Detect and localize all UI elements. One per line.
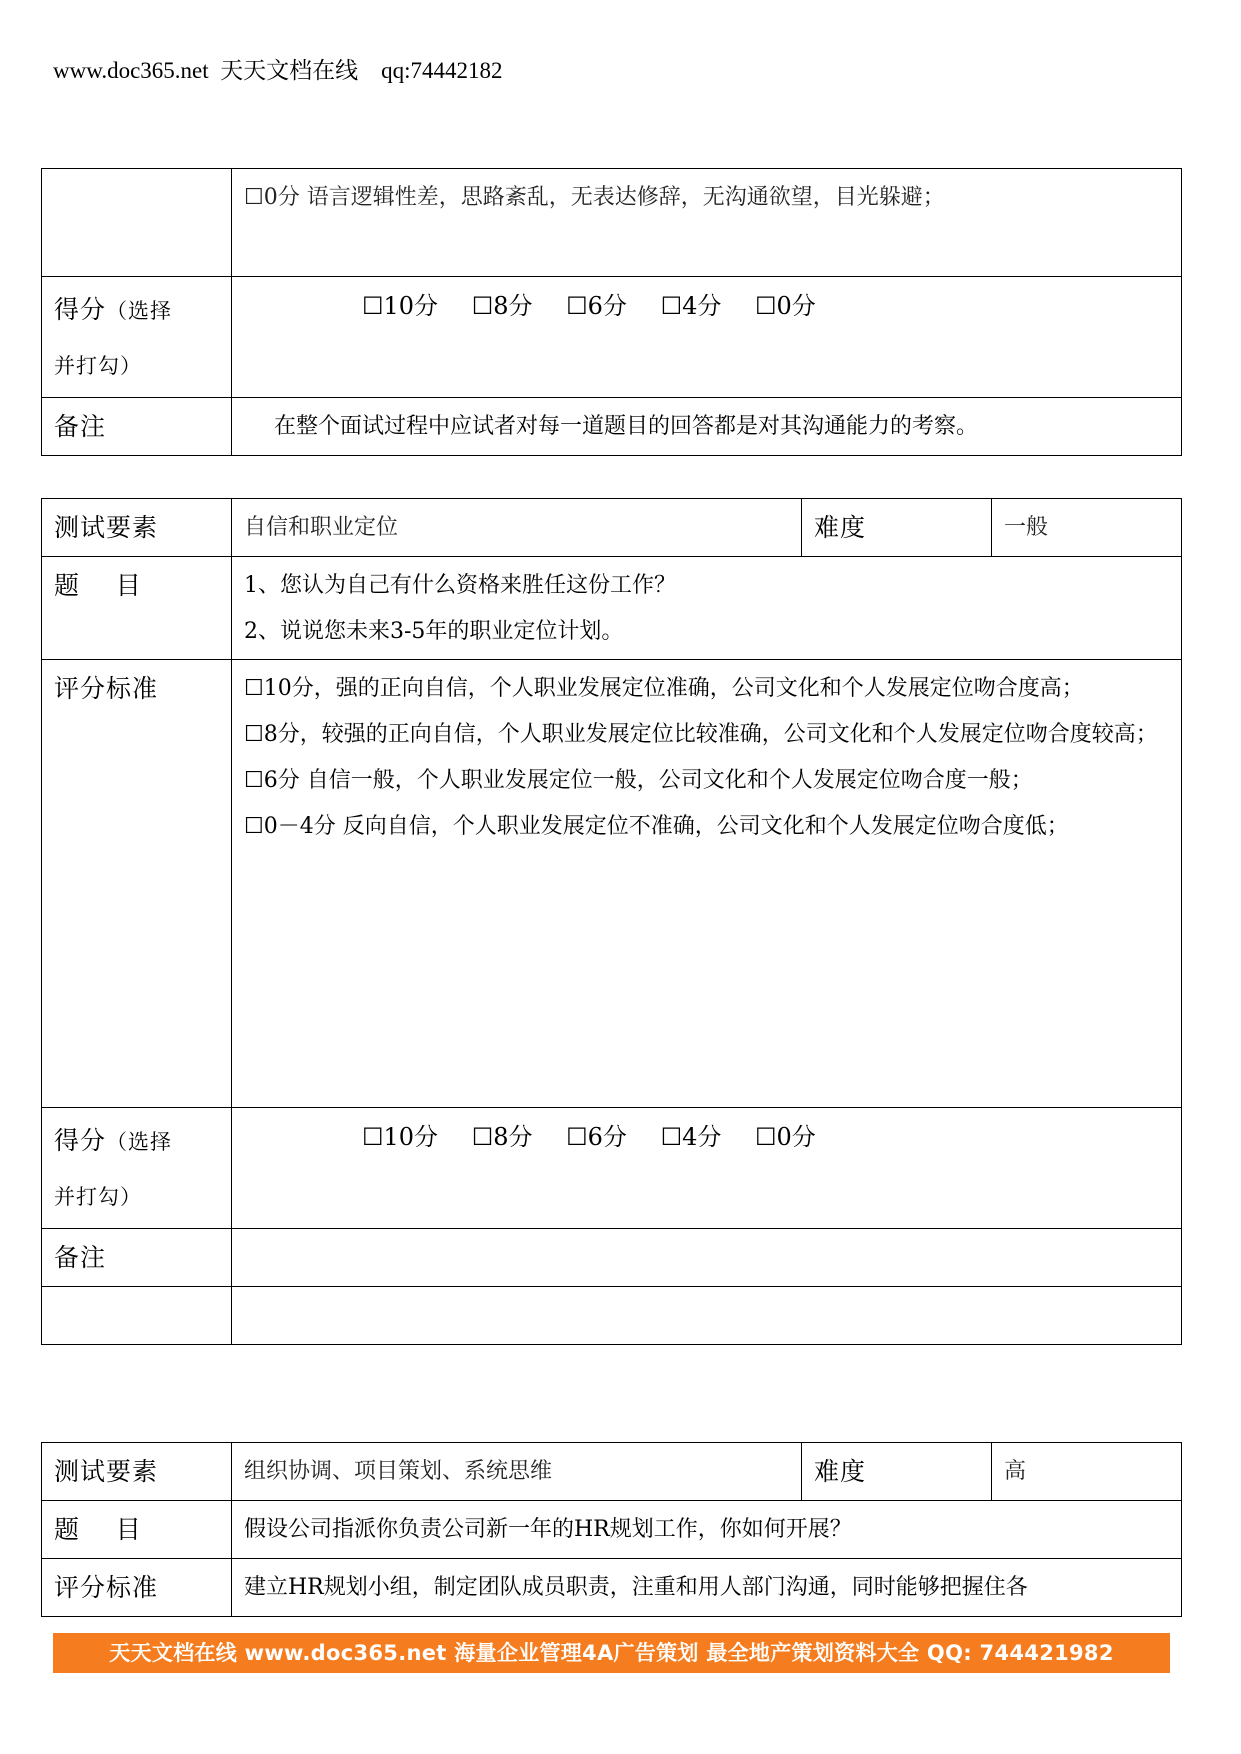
note-cell (232, 1229, 1182, 1287)
element-value: 自信和职业定位 (232, 499, 802, 557)
criteria-list (232, 660, 1182, 1108)
question-text: 假设公司指派你负责公司新一年的HR规划工作，你如何开展？ (232, 1501, 1182, 1559)
score-option-6[interactable]: ☐6分 (566, 292, 627, 320)
table-confidence (41, 498, 1182, 1345)
question-label: 题 目 (42, 557, 232, 660)
criteria-item-0-4: ☐0－4分 反向自信，个人职业发展定位不准确，公司文化和个人发展定位吻合度低； (244, 814, 1069, 839)
criteria-text: 建立HR规划小组，制定团队成员职责，注重和用人部门沟通，同时能够把握住各 (232, 1559, 1182, 1617)
element-label: 测试要素 (42, 499, 232, 557)
element-value: 组织协调、项目策划、系统思维 (232, 1443, 802, 1501)
criteria-item-6: ☐6分 自信一般，个人职业发展定位一般，公司文化和个人发展定位吻合度一般； (244, 768, 1033, 793)
score-option-4[interactable]: ☐4分 (660, 1123, 722, 1151)
page-header: www.doc365.net 天天文档在线 qq:74442182 (53, 58, 503, 83)
footer-banner[interactable]: 天天文档在线 www.doc365.net 海量企业管理4A广告策划 最全地产策划资料大全 QQ: 744421982 (53, 1633, 1170, 1673)
empty-cell (42, 1287, 232, 1345)
table-communication (41, 168, 1182, 456)
score-label: 得分（选择 并打勾） (42, 1108, 232, 1229)
criteria-zero-text: ☐0分 语言逻辑性差，思路紊乱，无表达修辞，无沟通欲望，目光躲避； (232, 169, 1182, 277)
score-option-6[interactable]: ☐6分 (566, 1123, 627, 1151)
score-options (232, 277, 1182, 398)
score-option-10[interactable]: ☐10分 (362, 292, 439, 320)
score-option-0[interactable]: ☐0分 (755, 1123, 816, 1151)
note-label: 备注 (42, 1229, 232, 1287)
criteria-item-10: ☐10分，强的正向自信，个人职业发展定位准确，公司文化和个人发展定位吻合度高； (244, 676, 1084, 701)
score-option-8[interactable]: ☐8分 (471, 292, 533, 320)
empty-label-cell (42, 169, 232, 277)
note-label: 备注 (42, 398, 232, 456)
criteria-label: 评分标准 (42, 660, 232, 1108)
note-text: 在整个面试过程中应试者对每一道题目的回答都是对其沟通能力的考察。 (232, 398, 1182, 456)
criteria-label: 评分标准 (42, 1559, 232, 1617)
question-item-2: 2、说说您未来3-5年的职业定位计划。 (244, 619, 624, 644)
question-label: 题 目 (42, 1501, 232, 1559)
score-option-10[interactable]: ☐10分 (362, 1123, 439, 1151)
difficulty-label: 难度 (802, 499, 992, 557)
score-options (232, 1108, 1182, 1229)
table-organization (41, 1442, 1182, 1617)
element-label: 测试要素 (42, 1443, 232, 1501)
score-option-4[interactable]: ☐4分 (660, 292, 722, 320)
score-label: 得分（选择 并打勾） (42, 277, 232, 398)
question-item-1: 1、您认为自己有什么资格来胜任这份工作？ (244, 573, 676, 598)
score-option-0[interactable]: ☐0分 (755, 292, 816, 320)
difficulty-value: 高 (992, 1443, 1182, 1501)
difficulty-value: 一般 (992, 499, 1182, 557)
difficulty-label: 难度 (802, 1443, 992, 1501)
criteria-item-8: ☐8分，较强的正向自信，个人职业发展定位比较准确，公司文化和个人发展定位吻合度较高； (244, 722, 1158, 747)
question-list (232, 557, 1182, 660)
empty-cell (232, 1287, 1182, 1345)
score-option-8[interactable]: ☐8分 (471, 1123, 533, 1151)
